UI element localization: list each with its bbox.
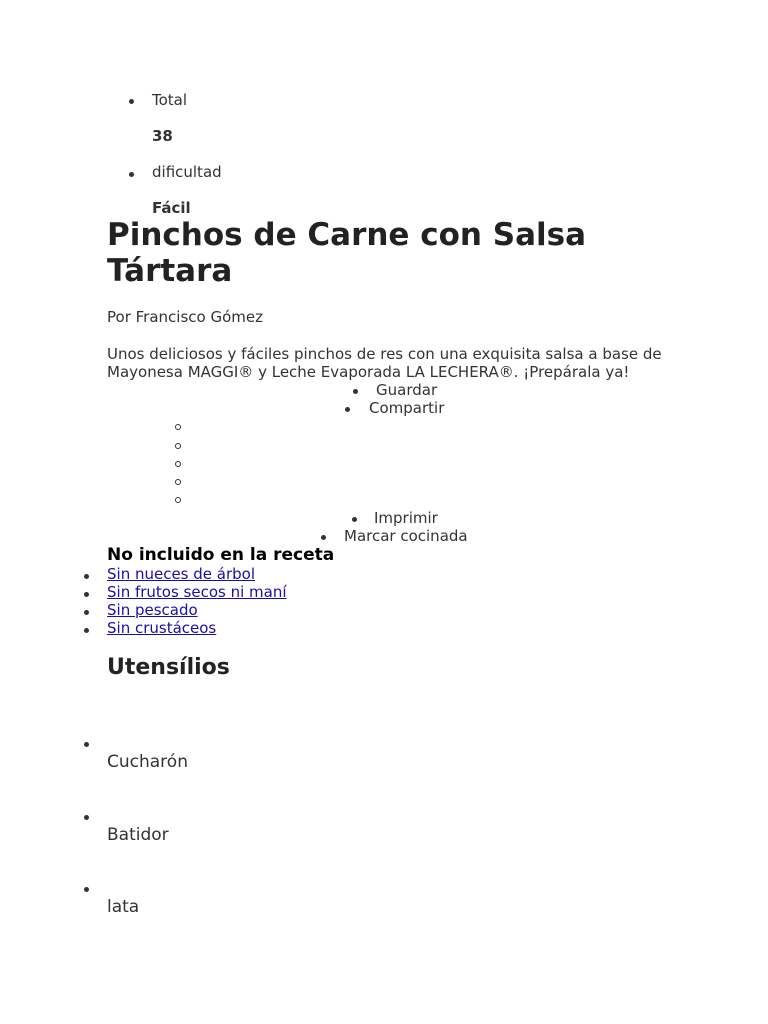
recipe-author: Por Francisco Gómez (107, 308, 263, 326)
bullet-icon (129, 172, 134, 177)
bullet-icon (129, 99, 134, 104)
save-button[interactable]: Guardar (376, 381, 438, 399)
bullet-icon (345, 407, 350, 412)
bullet-icon (84, 815, 89, 820)
share-option-icon[interactable] (175, 424, 181, 430)
allergen-link-tree-nuts[interactable]: Sin nueces de árbol (107, 565, 256, 583)
share-option-icon[interactable] (175, 479, 181, 485)
difficulty-value: Fácil (152, 199, 191, 217)
allergens-heading: No incluido en la receta (107, 545, 335, 565)
allergen-link-peanuts[interactable]: Sin frutos secos ni maní (107, 583, 287, 601)
mark-cooked-button[interactable]: Marcar cocinada (344, 527, 468, 545)
total-time-label: Total (152, 91, 188, 109)
bullet-icon (84, 610, 89, 615)
bullet-icon (84, 592, 89, 597)
bullet-icon (84, 574, 89, 579)
utensil-item: lata (107, 897, 140, 917)
share-option-icon[interactable] (175, 443, 181, 449)
share-option-icon[interactable] (175, 461, 181, 467)
utensil-item: Batidor (107, 825, 169, 845)
bullet-icon (84, 887, 89, 892)
utensils-heading: Utensílios (107, 655, 230, 680)
recipe-description: Unos deliciosos y fáciles pinchos de res con una exquisita salsa a base de Mayonesa MAGGI® y Leche Evaporada LA LECHERA®. ¡Prepárala ya! (107, 345, 662, 381)
bullet-icon (321, 535, 326, 540)
print-button[interactable]: Imprimir (374, 509, 438, 527)
recipe-title: Pinchos de Carne con Salsa Tártara (107, 217, 587, 289)
bullet-icon (84, 628, 89, 633)
share-option-icon[interactable] (175, 497, 181, 503)
share-button[interactable]: Compartir (369, 399, 445, 417)
allergen-link-crustaceans[interactable]: Sin crustáceos (107, 619, 217, 637)
bullet-icon (353, 389, 358, 394)
bullet-icon (352, 517, 357, 522)
total-time-value: 38 (152, 127, 173, 145)
bullet-icon (84, 742, 89, 747)
difficulty-label: dificultad (152, 163, 222, 181)
utensil-item: Cucharón (107, 752, 188, 772)
allergen-link-fish[interactable]: Sin pescado (107, 601, 198, 619)
